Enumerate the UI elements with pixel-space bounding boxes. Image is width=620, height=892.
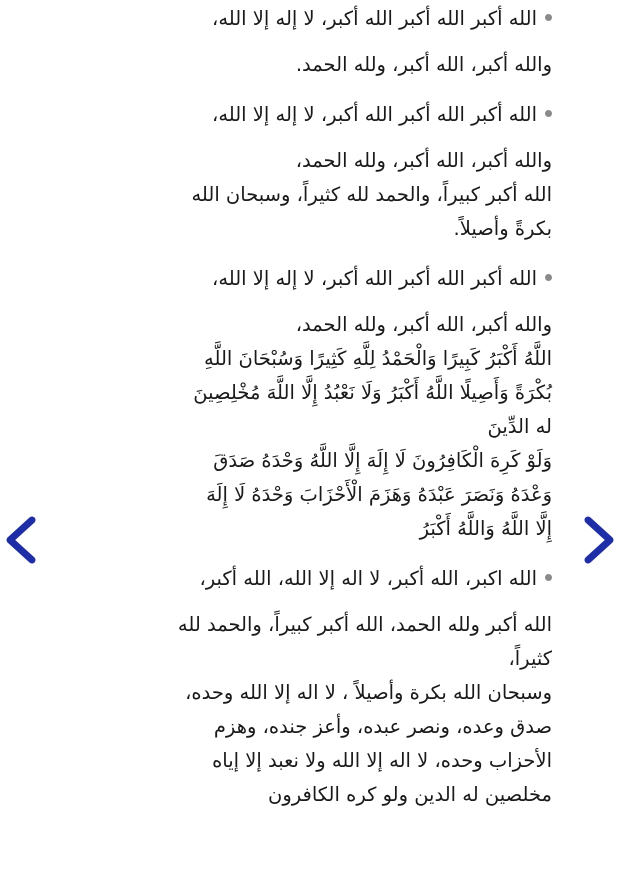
dhikr-item-line: كثيراً، (508, 647, 552, 670)
chevron-left-icon (0, 510, 40, 570)
dhikr-item-first-line (90, 260, 552, 296)
dhikr-item-line: الله أكبر كبيراً، والحمد لله كثيراً، وسبحان الله (191, 183, 552, 206)
dhikr-item-line: بُكْرَةً وَأَصِيلًا اللَّهُ أَكْبَرُ وَلَا نَعْبُدُ إِلَّا اللَّهَ مُخْلِصِينَ (193, 381, 552, 404)
dhikr-item-first-text: الله أكبر الله أكبر الله أكبر، لا إله إلا الله، (212, 7, 537, 30)
dhikr-item-line: إِلَّا اللَّهُ وَاللَّهُ أَكْبَرُ (419, 517, 552, 540)
dhikr-item-first-text: الله اكبر، الله أكبر، لا اله إلا الله، الله أكبر، (199, 567, 537, 590)
next-page-button[interactable] (580, 510, 620, 570)
dhikr-item-line: بكرةً وأصيلاً. (453, 217, 552, 240)
dhikr-item (90, 96, 552, 246)
bullet-dot-icon (545, 110, 552, 117)
dhikr-item (90, 260, 552, 546)
dhikr-item-first-text: الله أكبر الله أكبر الله أكبر، لا إله إلا الله، (212, 267, 537, 290)
dhikr-item-line: مخلصين له الدين ولو كره الكافرون (268, 783, 552, 806)
dhikr-item (90, 560, 552, 812)
dhikr-text-list (90, 0, 552, 812)
dhikr-item-line: والله أكبر، الله أكبر، ولله الحمد، (295, 313, 552, 336)
chevron-right-icon (580, 510, 620, 570)
dhikr-item-line: الله أكبر ولله الحمد، الله أكبر كبيراً، والحمد لله (177, 613, 552, 636)
bullet-dot-icon (545, 574, 552, 581)
dhikr-item-line: الأحزاب وحده، لا اله إلا الله ولا نعبد إلا إياه (212, 749, 552, 772)
dhikr-item-line: وَلَوْ كَرِهَ الْكَافِرُونَ لَا إِلَهَ إِلَّا اللَّهُ وَحْدَهُ صَدَقَ (213, 449, 552, 472)
dhikr-item-line: صدق وعده، ونصر عبده، وأعز جنده، وهزم (213, 715, 552, 738)
bullet-dot-icon (545, 14, 552, 21)
dhikr-item-first-line (90, 560, 552, 596)
previous-page-button[interactable] (0, 510, 40, 570)
dhikr-item-line: وسبحان الله بكرة وأصيلاً ، لا اله إلا الله وحده، (185, 681, 552, 704)
dhikr-item-first-text: الله أكبر الله أكبر الله أكبر، لا إله إلا الله، (212, 103, 537, 126)
dhikr-item (90, 0, 552, 82)
dhikr-item-line: والله أكبر، الله أكبر، ولله الحمد. (295, 53, 552, 76)
bullet-dot-icon (545, 274, 552, 281)
dhikr-item-first-line (90, 96, 552, 132)
dhikr-item-line: اللَّهُ أَكْبَرُ كَبِيرًا وَالْحَمْدُ لِلَّهِ كَثِيرًا وَسُبْحَانَ اللَّهِ (204, 347, 552, 370)
dhikr-item-line: والله أكبر، الله أكبر، ولله الحمد، (295, 149, 552, 172)
dhikr-item-line: وَعْدَهُ وَنَصَرَ عَبْدَهُ وَهَزَمَ الْأَحْزَابَ وَحْدَهُ لَا إِلَهَ (206, 483, 552, 506)
dhikr-item-first-line (90, 0, 552, 36)
dhikr-item-line: له الدِّينَ (487, 415, 552, 438)
